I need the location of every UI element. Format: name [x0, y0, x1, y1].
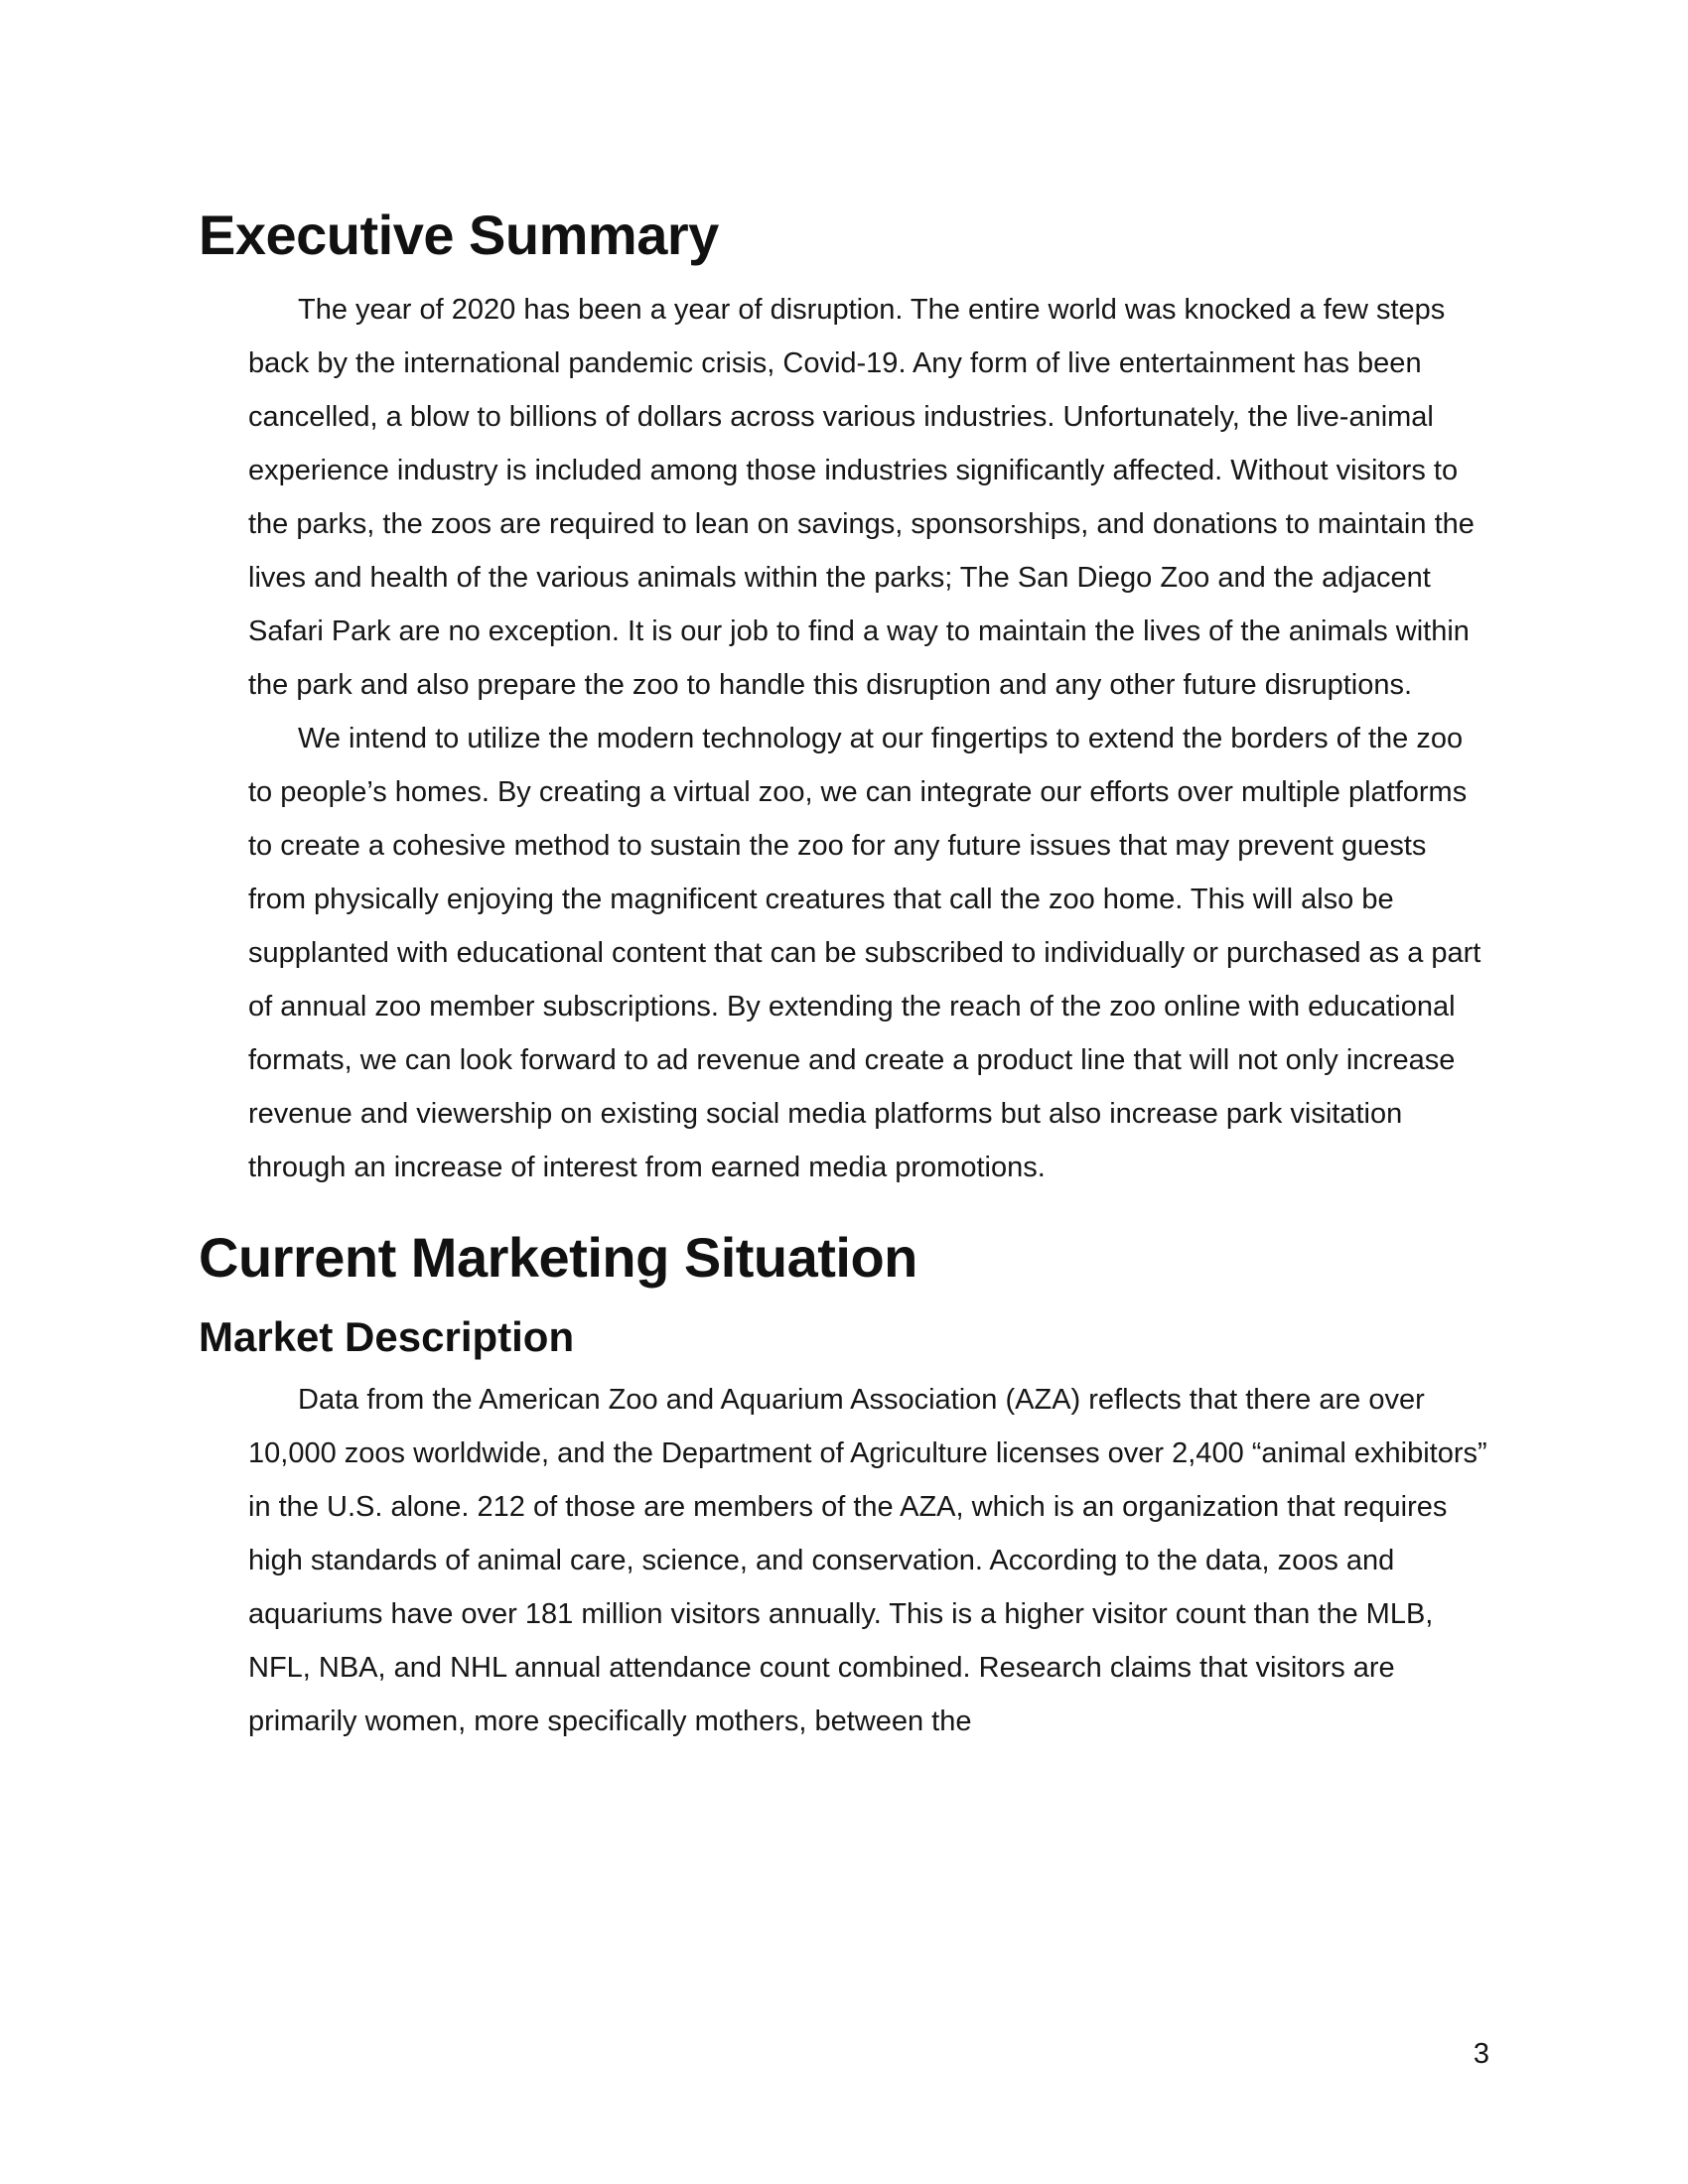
page-number: 3 — [1473, 2038, 1489, 2070]
page-content — [199, 204, 1489, 1748]
section-heading-executive-summary: Executive Summary — [199, 204, 719, 266]
market-description-body — [248, 1373, 1489, 1748]
paragraph: Data from the American Zoo and Aquarium Association (AZA) reflects that there are over 10,000 zoos worldwide, and the Department of Agriculture licenses over 2,400 “animal exhibitors” in the U.S. alone. 212 of those are members of the AZA, which is an organization that requires high standards of animal care, science, and conservation. According to the data, zoos and aquariums have over 181 million visitors annually. This is a higher visitor count than the MLB, NFL, NBA, and NHL annual attendance count combined. Research claims that visitors are primarily women, more specifically mothers, between the — [248, 1384, 1487, 1737]
subsection-heading-market-description: Market Description — [199, 1313, 575, 1360]
executive-summary-body — [248, 283, 1489, 1194]
section-heading-current-marketing-situation: Current Marketing Situation — [199, 1226, 917, 1289]
paragraph: The year of 2020 has been a year of disruption. The entire world was knocked a few steps back by the international pandemic crisis, Covid-19. Any form of live entertainment has been cancelled, a blow to billions of dollars across various industries. Unfortunately, the live-animal experience industry is included among those industries significantly affected. Without visitors to the parks, the zoos are required to lean on savings, sponsorships, and donations to maintain the lives and health of the various animals within the parks; The San Diego Zoo and the adjacent Safari Park are no exception. It is our job to find a way to maintain the lives of the animals within the park and also prepare the zoo to handle this disruption and any other future disruptions. — [248, 294, 1475, 701]
paragraph: We intend to utilize the modern technology at our fingertips to extend the borders of the zoo to people’s homes. By creating a virtual zoo, we can integrate our efforts over multiple platforms to create a cohesive method to sustain the zoo for any future issues that may prevent guests from physically enjoying the magnificent creatures that call the zoo home. This will also be supplanted with educational content that can be subscribed to individually or purchased as a part of annual zoo member subscriptions. By extending the reach of the zoo online with educational formats, we can look forward to ad revenue and create a product line that will not only increase revenue and viewership on existing social media platforms but also increase park visitation through an increase of interest from earned media promotions. — [248, 723, 1481, 1183]
